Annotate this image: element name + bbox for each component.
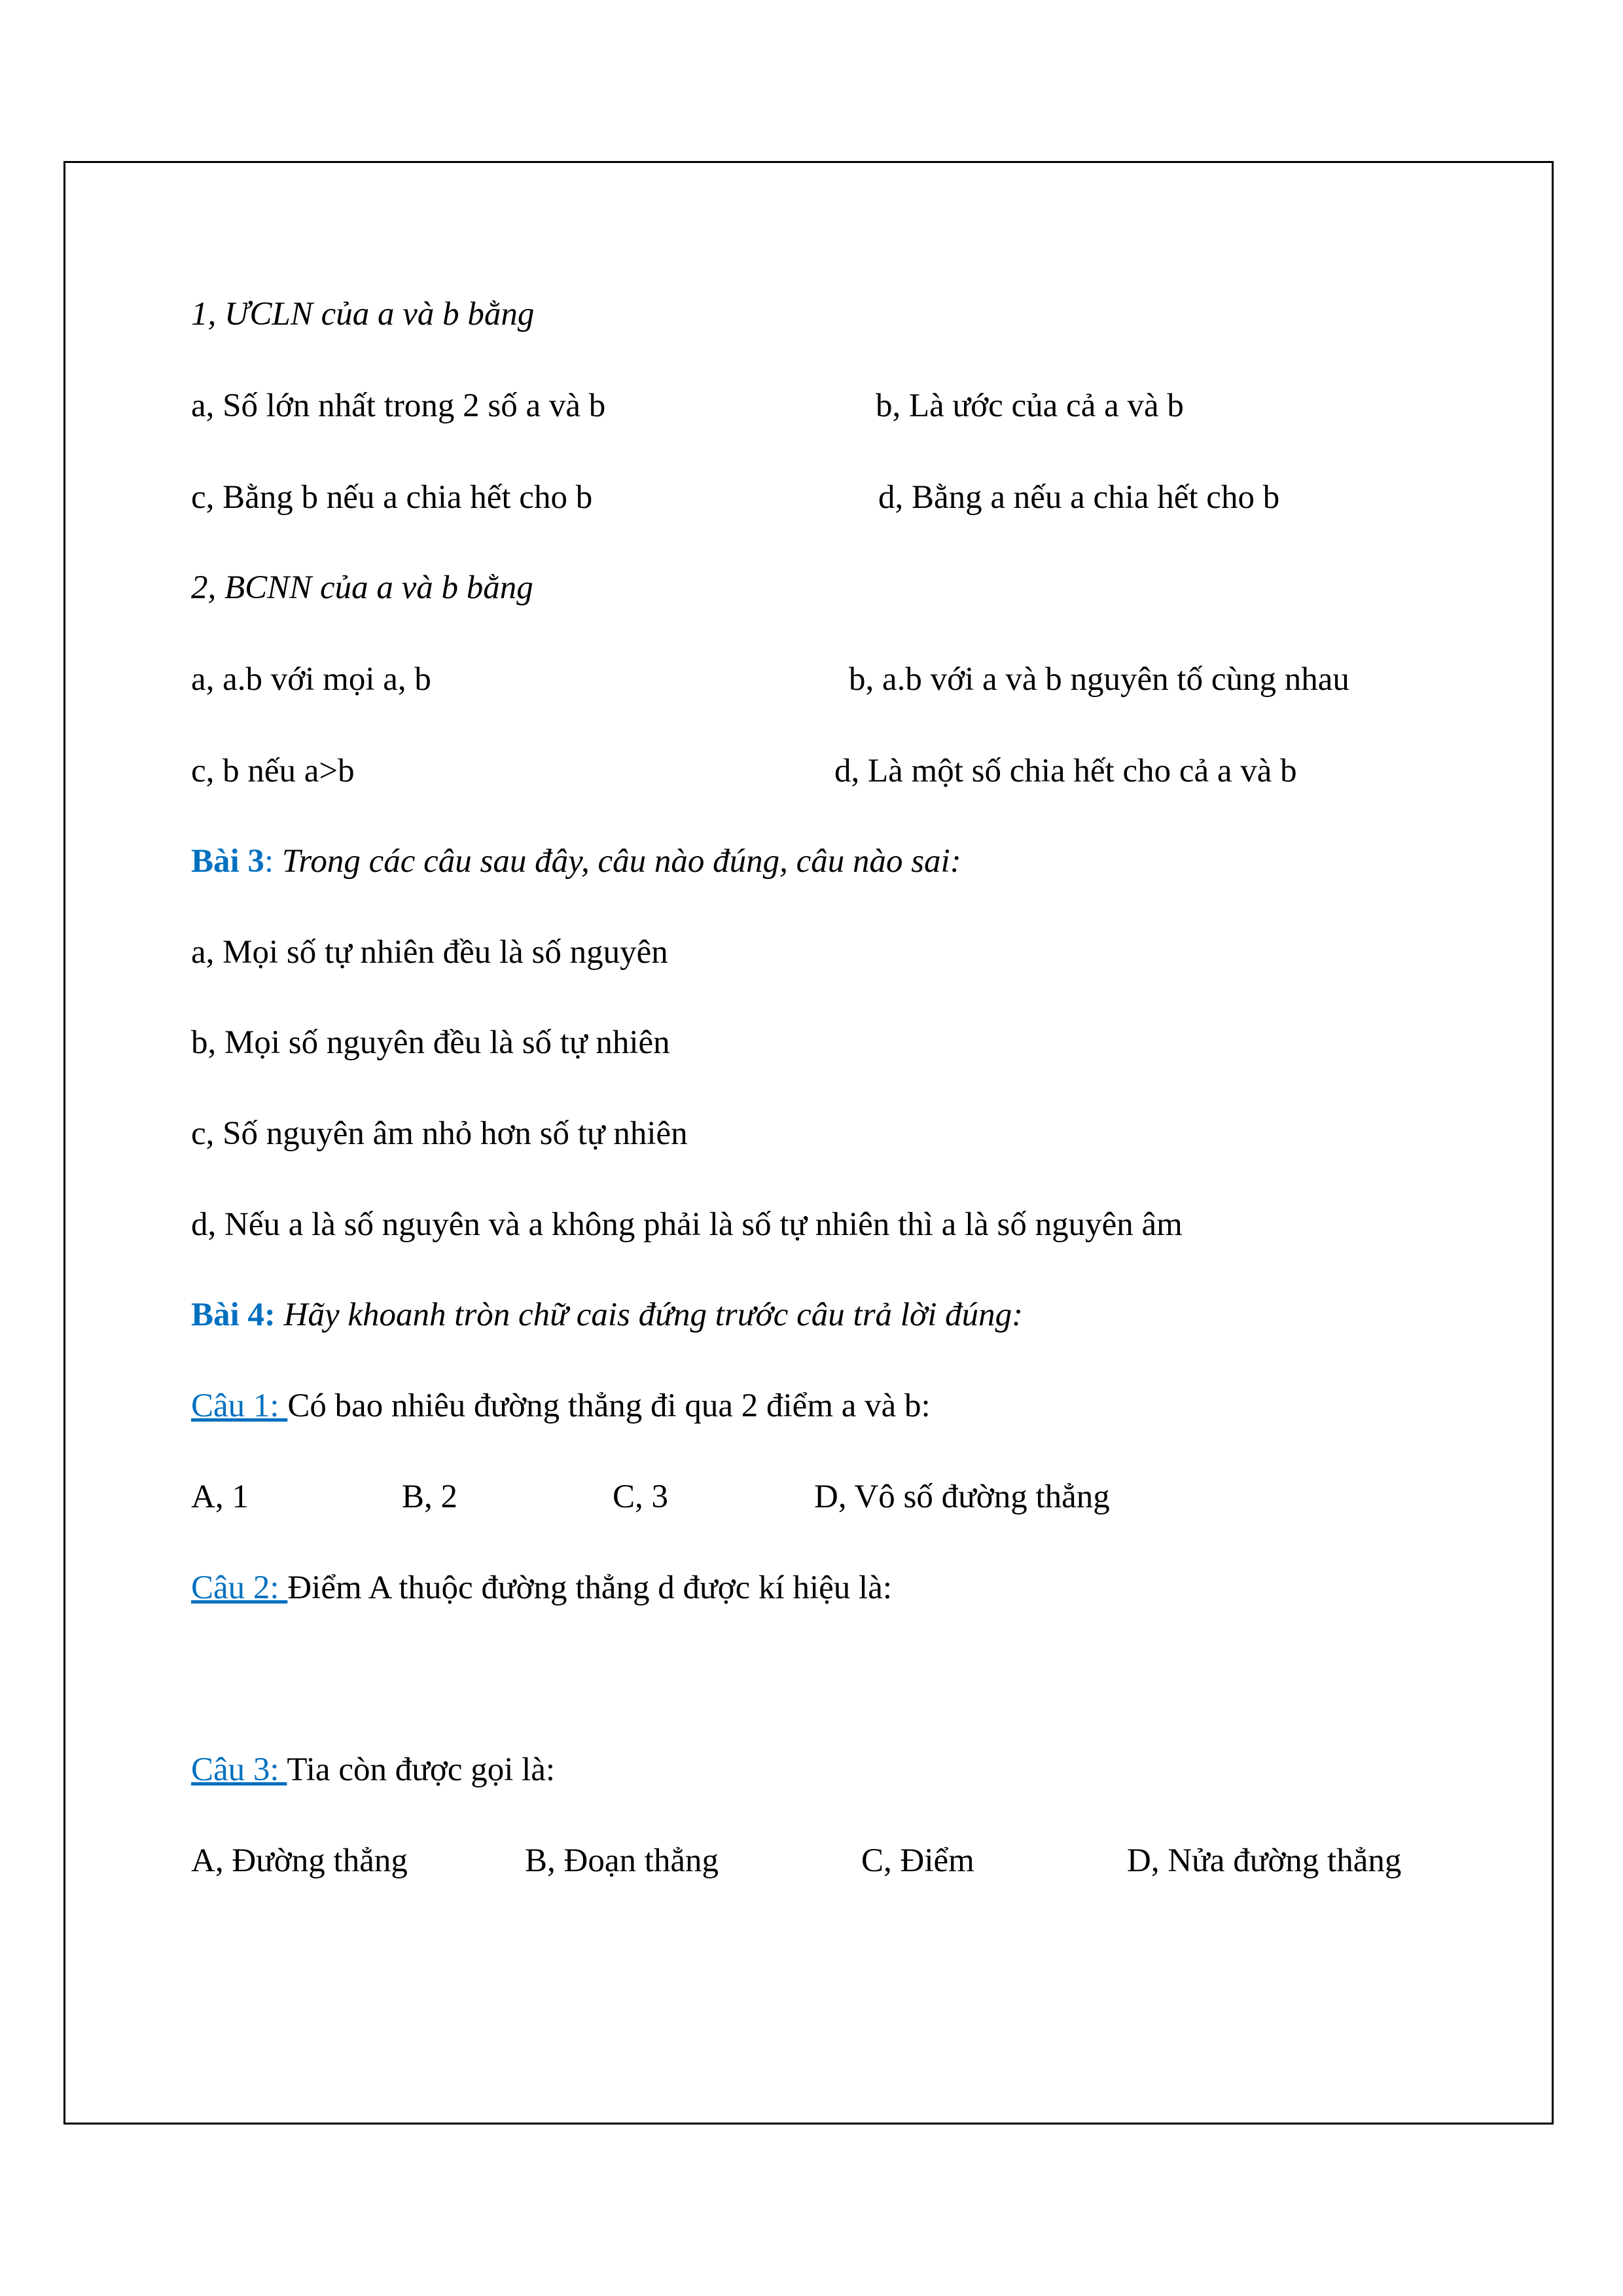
cau3-option-d: D, Nửa đường thẳng: [1127, 1842, 1402, 1879]
bai4-heading: [191, 1295, 1023, 1335]
bai3-instruction: Trong các câu sau đây, câu nào đúng, câu nào sai:: [281, 843, 961, 880]
q2-heading: 2, BCNN của a và b bằng: [191, 569, 533, 606]
bai3-item-a: a, Mọi số tự nhiên đều là số nguyên: [191, 934, 668, 971]
q1-option-b: b, Là ước của cả a và b: [876, 387, 1184, 424]
bai3-heading: [191, 842, 961, 881]
q1-option-a: a, Số lớn nhất trong 2 số a và b: [191, 387, 606, 424]
cau1-option-c: C, 3: [613, 1479, 669, 1515]
bai3-item-c: c, Số nguyên âm nhỏ hơn số tự nhiên: [191, 1115, 688, 1152]
cau3-text: Tia còn được gọi là:: [287, 1751, 556, 1788]
q1-option-c: c, Bằng b nếu a chia hết cho b: [191, 479, 593, 516]
cau3-label: Câu 3:: [191, 1751, 287, 1788]
cau1-option-b: B, 2: [402, 1479, 458, 1515]
bai4-instruction: Hãy khoanh tròn chữ cais đứng trước câu trả lời đúng:: [283, 1297, 1024, 1333]
q1-heading: 1, ƯCLN của a và b bằng: [191, 296, 535, 332]
bai3-label: Bài 3: [191, 843, 264, 880]
q2-option-b: b, a.b với a và b nguyên tố cùng nhau: [849, 661, 1349, 698]
q2-option-c: c, b nếu a>b: [191, 753, 355, 789]
cau3-option-b: B, Đoạn thẳng: [525, 1842, 719, 1879]
bai4-label: Bài 4:: [191, 1297, 276, 1333]
bai3-item-d: d, Nếu a là số nguyên và a không phải là số tự nhiên thì a là số nguyên âm: [191, 1206, 1183, 1243]
cau2-label: Câu 2:: [191, 1570, 288, 1606]
cau3-option-c: C, Điểm: [861, 1842, 974, 1879]
cau1-question: [191, 1386, 931, 1426]
cau1-option-d: D, Vô số đường thẳng: [814, 1479, 1110, 1515]
cau1-text: Có bao nhiêu đường thẳng đi qua 2 điểm a và b:: [287, 1388, 931, 1424]
bai3-separator: :: [264, 843, 282, 880]
q2-option-d: d, Là một số chia hết cho cả a và b: [834, 753, 1297, 789]
cau3-question: [191, 1750, 555, 1789]
cau3-option-a: A, Đường thẳng: [191, 1842, 408, 1879]
cau1-option-a: A, 1: [191, 1479, 249, 1515]
q1-option-d: d, Bằng a nếu a chia hết cho b: [878, 479, 1280, 516]
cau2-text: Điểm A thuộc đường thẳng d được kí hiệu là:: [287, 1570, 893, 1606]
cau1-label: Câu 1:: [191, 1388, 288, 1424]
bai3-item-b: b, Mọi số nguyên đều là số tự nhiên: [191, 1024, 670, 1061]
cau2-question: [191, 1568, 892, 1607]
q2-option-a: a, a.b với mọi a, b: [191, 661, 431, 698]
